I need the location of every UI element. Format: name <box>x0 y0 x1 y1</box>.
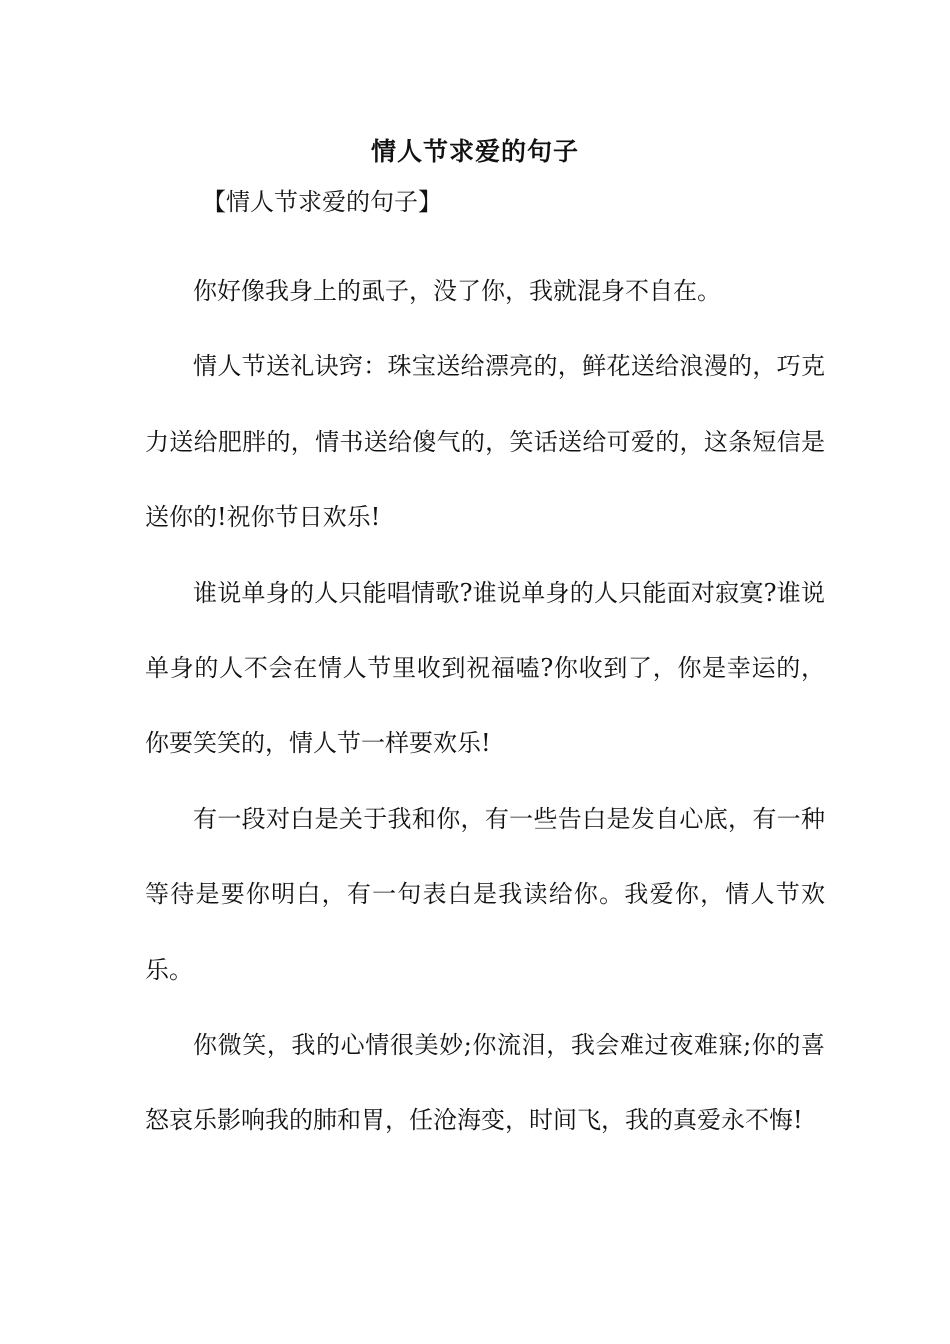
paragraph: 情人节送礼诀窍：珠宝送给漂亮的，鲜花送给浪漫的，巧克力送给肥胖的，情书送给傻气的，笑话送给可爱的，这条短信是送你的!祝你节日欢乐! <box>145 352 825 532</box>
document-body <box>145 254 825 1159</box>
document-title: 情人节求爱的句子 <box>370 137 579 166</box>
paragraph: 有一段对白是关于我和你，有一些告白是发自心底，有一种等待是要你明白，有一句表白是我读给你。我爱你，情人节欢乐。 <box>145 804 825 984</box>
paragraph: 你微笑，我的心情很美妙;你流泪，我会难过夜难寐;你的喜怒哀乐影响我的肺和胃，任沧海变，时间飞，我的真爱永不悔! <box>145 1031 825 1135</box>
paragraph: 你好像我身上的虱子，没了你，我就混身不自在。 <box>193 277 721 305</box>
paragraph: 谁说单身的人只能唱情歌?谁说单身的人只能面对寂寞?谁说单身的人不会在情人节里收到祝福嗑?你收到了，你是幸运的，你要笑笑的，情人节一样要欢乐! <box>145 578 825 758</box>
document-subtitle: 【情人节求爱的句子】 <box>202 188 442 216</box>
